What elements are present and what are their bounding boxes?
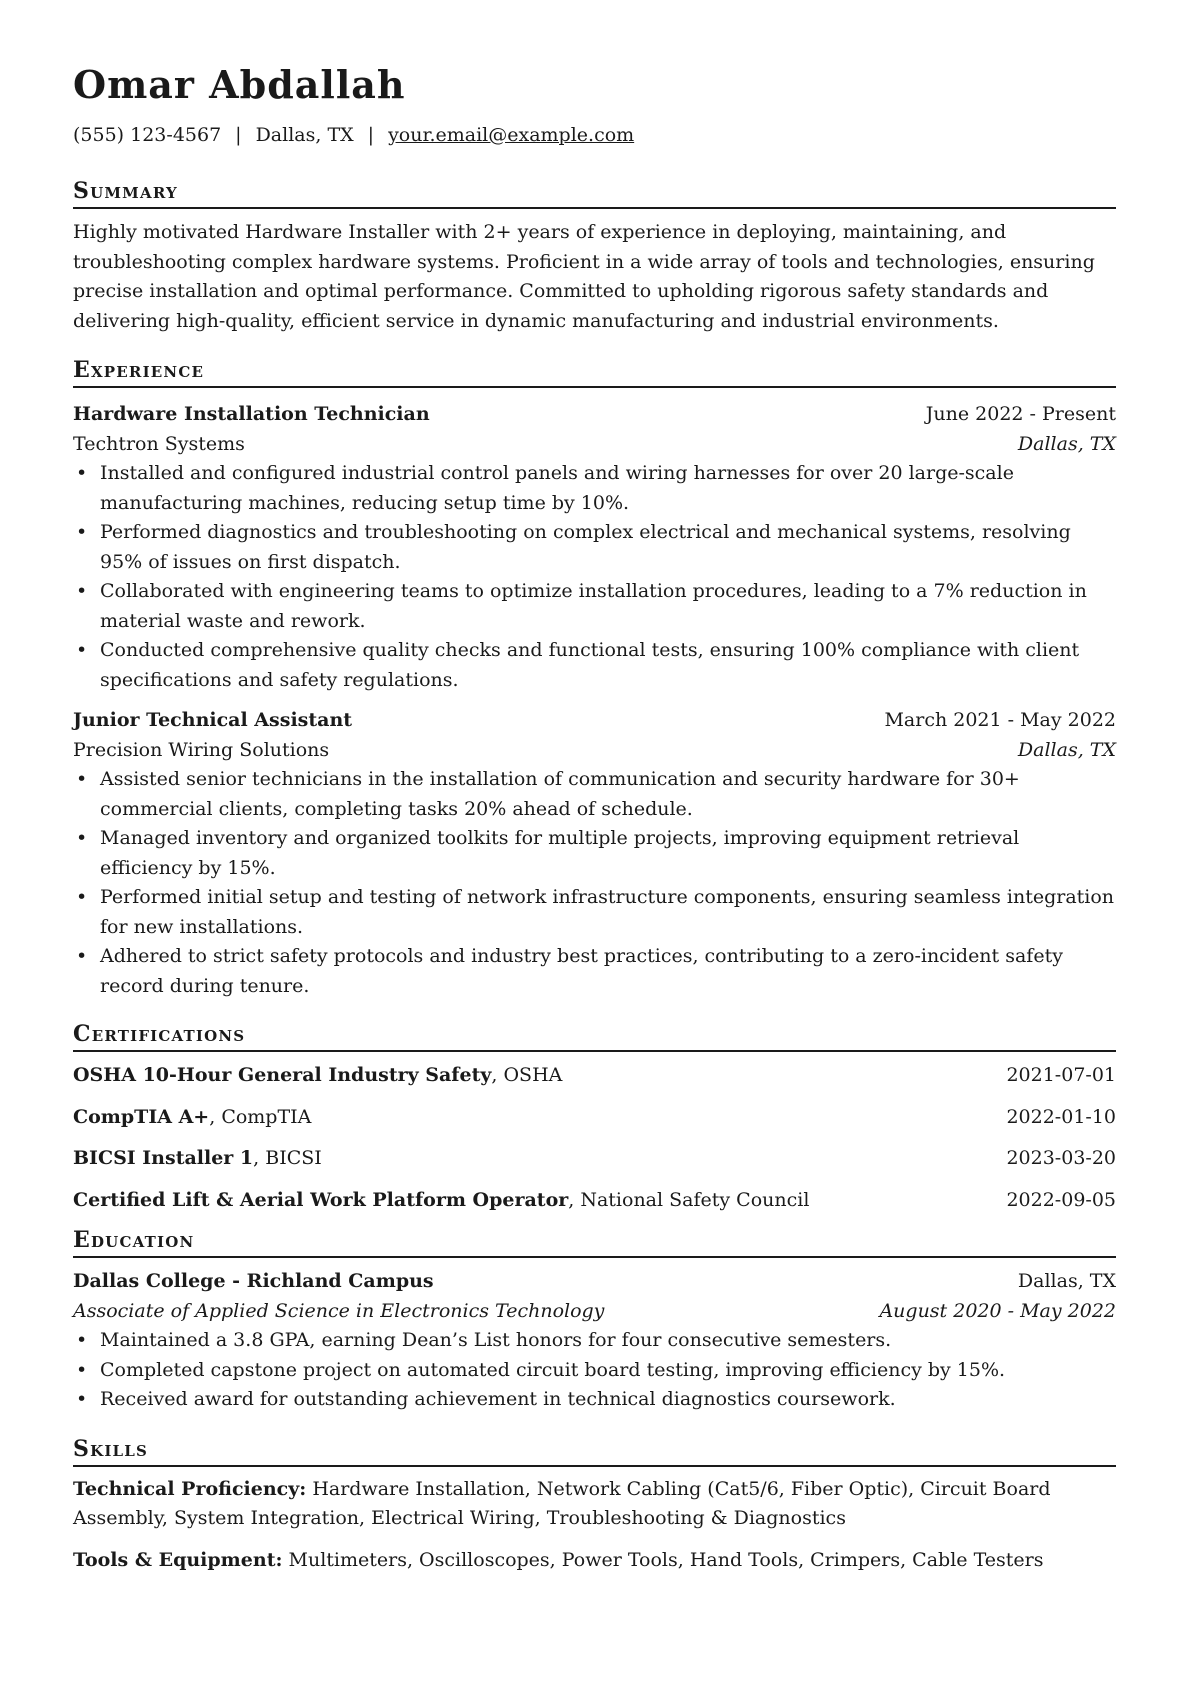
contact-separator: | [235,124,242,146]
section-title-certifications: Certifications [73,1021,1116,1052]
section-title-education: Education [73,1227,1116,1258]
location: Dallas, TX [255,124,354,146]
list-item: • Collaborated with engineering teams to optimize installation procedures, leading to a 7% reduction in material waste and rework. [73,577,1116,636]
certification-issuer: , OSHA [491,1064,563,1086]
certification-date: 2023-03-20 [1006,1147,1116,1169]
list-item: • Maintained a 3.8 GPA, earning Dean’s List honors for four consecutive semesters. [73,1326,1116,1356]
job-bullets [73,459,1116,695]
list-item: • Completed capstone project on automated circuit board testing, improving efficiency by 15%. [73,1356,1116,1386]
certification-name: OSHA 10-Hour General Industry Safety [73,1064,492,1086]
experience-section [73,357,1116,1001]
job-title: Junior Technical Assistant [73,709,353,731]
school-name: Dallas College - Richland Campus [73,1270,434,1292]
section-title-summary: Summary [73,178,1116,209]
list-item: • Performed diagnostics and troubleshooting on complex electrical and mechanical systems, resolving 95% of issues on first dispatch. [73,518,1116,577]
experience-entry [73,400,1116,695]
certification-date: 2022-01-10 [1006,1105,1116,1128]
list-item: • Received award for outstanding achievement in technical diagnostics coursework. [73,1385,1116,1415]
certification-entry [73,1103,1116,1133]
certification-issuer: , CompTIA [209,1105,312,1128]
summary-section [73,178,1116,336]
certification-date: 2022-09-05 [1006,1188,1116,1211]
skills-section [73,1436,1116,1576]
job-location: Dallas, TX [1017,432,1116,455]
experience-entry [73,706,1116,1001]
list-item: • Conducted comprehensive quality checks and functional tests, ensuring 100% compliance with client specifications and safety regulations. [73,636,1116,695]
company-name: Precision Wiring Solutions [73,738,330,761]
company-name: Techtron Systems [73,432,245,455]
list-item: • Managed inventory and organized toolkits for multiple projects, improving equipment retrieval efficiency by 15%. [73,824,1116,883]
skill-group-label: Technical Proficiency: [73,1477,307,1500]
certification-issuer: , BICSI [253,1147,322,1169]
section-title-skills: Skills [73,1436,1116,1467]
list-item: • Adhered to strict safety protocols and industry best practices, contributing to a zero-incident safety record during tenure. [73,942,1116,1001]
skill-group [73,1475,1116,1534]
education-section [73,1227,1116,1415]
skill-group-value: Multimeters, Oscilloscopes, Power Tools, Hand Tools, Crimpers, Cable Testers [282,1548,1044,1571]
list-item: • Assisted senior technicians in the installation of communication and security hardware for 30+ commercial clients, completing tasks 20% ahead of schedule. [73,765,1116,824]
section-title-experience: Experience [73,357,1116,388]
certification-date: 2021-07-01 [1006,1064,1116,1086]
skill-group [73,1546,1116,1576]
summary-text: Highly motivated Hardware Installer with 2+ years of experience in deploying, maintaining, and troubleshooting complex hardware systems. Proficient in a wide array of tools and technologies, ensuring precise installation and optimal performance. Committed to upholding rigorous safety standards and delivering high-quality, efficient service in dynamic manufacturing and industrial environments. [73,221,1095,332]
phone-number: (555) 123-4567 [73,124,222,146]
school-location: Dallas, TX [1017,1270,1116,1292]
skill-group-value: Hardware Installation, Network Cabling (Cat5/6, Fiber Optic), Circuit Board Assembly, System Integration, Electrical Wiring, Troubleshooting & Diagnostics [73,1477,1051,1529]
education-dates: August 2020 - May 2022 [879,1299,1116,1322]
certification-name: Certified Lift & Aerial Work Platform Operator [73,1188,569,1211]
list-item: • Installed and configured industrial control panels and wiring harnesses for over 20 large-scale manufacturing machines, reducing setup time by 10%. [73,459,1116,518]
certifications-section [73,1021,1116,1215]
certification-list [73,1061,1116,1215]
list-item: • Performed initial setup and testing of network infrastructure components, ensuring seamless integration for new installations. [73,883,1116,942]
certification-entry [73,1144,1116,1174]
certification-name: CompTIA A+ [73,1105,210,1128]
contact-separator: | [367,124,375,146]
job-bullets [73,765,1116,1001]
email-link[interactable]: your.email@example.com [388,124,635,146]
job-dates: March 2021 - May 2022 [884,709,1116,731]
candidate-name: Omar Abdallah [73,62,406,107]
skill-group-label: Tools & Equipment: [73,1548,283,1571]
degree-name: Associate of Applied Science in Electronics Technology [73,1299,605,1322]
certification-entry [73,1061,1116,1091]
contact-line [73,123,1116,147]
skills-list [73,1475,1116,1576]
education-entry [73,1267,1116,1415]
job-location: Dallas, TX [1017,738,1116,761]
certification-issuer: , National Safety Council [568,1188,810,1211]
job-dates: June 2022 - Present [925,403,1116,425]
certification-name: BICSI Installer 1 [73,1147,254,1169]
job-title: Hardware Installation Technician [73,403,430,425]
education-bullets [73,1326,1116,1415]
certification-entry [73,1186,1116,1216]
